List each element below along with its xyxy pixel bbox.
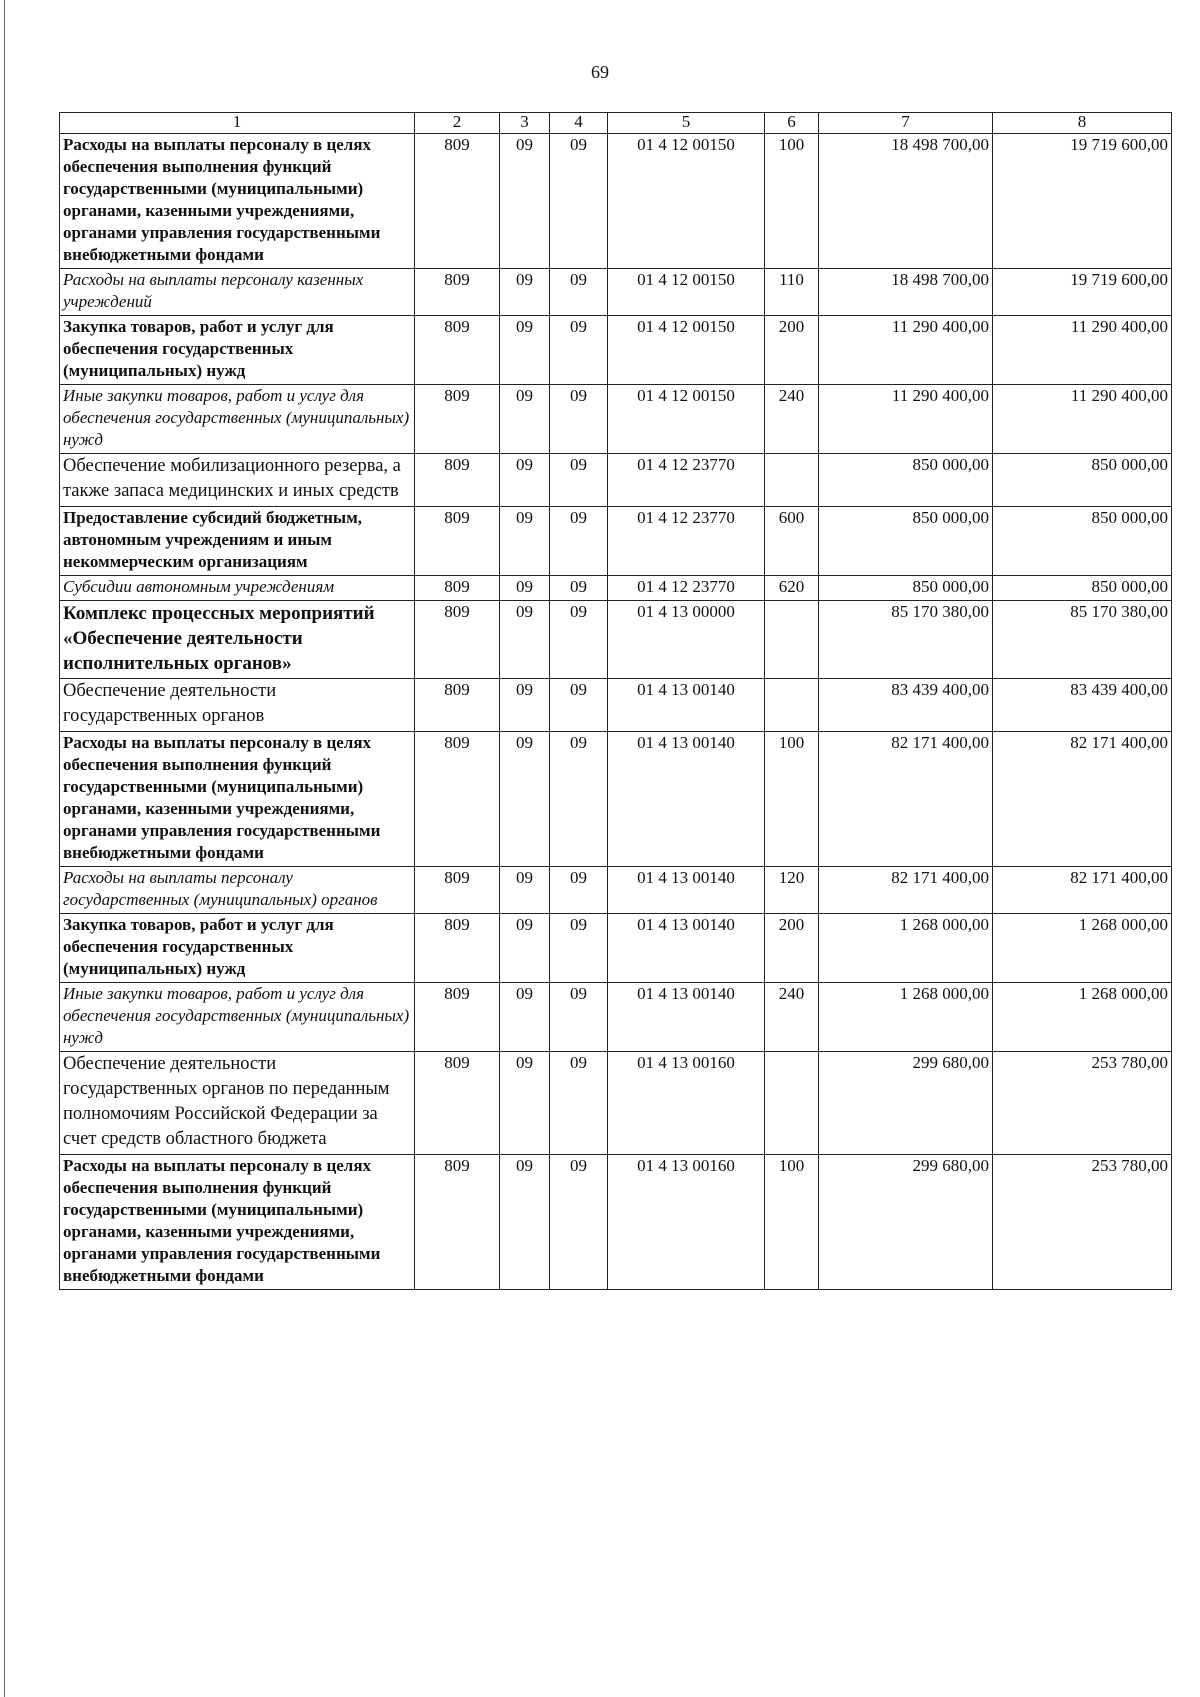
row-expense-type: 100 [765,134,819,269]
row-subsection-code: 09 [550,576,608,601]
row-amount-year-2: 850 000,00 [993,454,1172,507]
table-row [60,679,1172,732]
row-subsection-code: 09 [550,134,608,269]
row-expense-type: 100 [765,1155,819,1290]
row-subsection-code: 09 [550,1155,608,1290]
row-target-article: 01 4 12 00150 [608,316,765,385]
row-subsection-code: 09 [550,983,608,1052]
table-row [60,601,1172,679]
row-amount-year-2: 85 170 380,00 [993,601,1172,679]
column-header-4: 4 [550,113,608,134]
row-target-article: 01 4 13 00140 [608,983,765,1052]
row-subsection-code: 09 [550,914,608,983]
row-amount-year-2: 82 171 400,00 [993,732,1172,867]
table-row [60,867,1172,914]
row-name: Иные закупки товаров, работ и услуг для обеспечения государственных (муниципальных) нужд [60,983,415,1052]
row-amount-year-2: 1 268 000,00 [993,914,1172,983]
row-section-code: 09 [500,454,550,507]
row-section-code: 09 [500,983,550,1052]
table-row [60,914,1172,983]
row-amount-year-2: 19 719 600,00 [993,269,1172,316]
row-amount-year-1: 11 290 400,00 [819,316,993,385]
column-header-1: 1 [60,113,415,134]
row-amount-year-2: 11 290 400,00 [993,316,1172,385]
table-row [60,134,1172,269]
row-amount-year-1: 850 000,00 [819,454,993,507]
row-target-article: 01 4 13 00140 [608,914,765,983]
table-row [60,732,1172,867]
row-subsection-code: 09 [550,385,608,454]
row-name: Расходы на выплаты персоналу в целях обеспечения выполнения функций государственными (муниципальными) органами, казенными учреждениями, органами управления государственными внебюджетными фондами [60,1155,415,1290]
row-ministry-code: 809 [415,732,500,867]
row-ministry-code: 809 [415,983,500,1052]
row-amount-year-1: 1 268 000,00 [819,983,993,1052]
row-name: Обеспечение мобилизационного резерва, а также запаса медицинских и иных средств [60,454,415,507]
budget-table [59,112,1172,1290]
row-expense-type: 600 [765,507,819,576]
row-ministry-code: 809 [415,385,500,454]
row-ministry-code: 809 [415,576,500,601]
row-amount-year-2: 850 000,00 [993,576,1172,601]
row-name: Расходы на выплаты персоналу в целях обеспечения выполнения функций государственными (муниципальными) органами, казенными учреждениями, органами управления государственными внебюджетными фондами [60,732,415,867]
row-amount-year-2: 19 719 600,00 [993,134,1172,269]
row-section-code: 09 [500,507,550,576]
row-section-code: 09 [500,1052,550,1155]
table-row [60,316,1172,385]
row-section-code: 09 [500,269,550,316]
row-target-article: 01 4 12 00150 [608,269,765,316]
column-header-7: 7 [819,113,993,134]
row-subsection-code: 09 [550,1052,608,1155]
row-subsection-code: 09 [550,867,608,914]
row-expense-type: 240 [765,983,819,1052]
row-amount-year-1: 1 268 000,00 [819,914,993,983]
row-target-article: 01 4 13 00000 [608,601,765,679]
row-section-code: 09 [500,601,550,679]
row-section-code: 09 [500,1155,550,1290]
table-row [60,454,1172,507]
row-section-code: 09 [500,316,550,385]
row-name: Расходы на выплаты персоналу казенных учреждений [60,269,415,316]
row-section-code: 09 [500,679,550,732]
column-header-8: 8 [993,113,1172,134]
row-amount-year-1: 83 439 400,00 [819,679,993,732]
row-ministry-code: 809 [415,454,500,507]
table-header [60,113,1172,134]
row-amount-year-2: 82 171 400,00 [993,867,1172,914]
row-amount-year-2: 1 268 000,00 [993,983,1172,1052]
row-amount-year-1: 18 498 700,00 [819,269,993,316]
row-subsection-code: 09 [550,507,608,576]
row-amount-year-1: 11 290 400,00 [819,385,993,454]
row-amount-year-1: 18 498 700,00 [819,134,993,269]
row-expense-type: 240 [765,385,819,454]
row-amount-year-1: 82 171 400,00 [819,732,993,867]
row-amount-year-1: 299 680,00 [819,1155,993,1290]
row-amount-year-1: 850 000,00 [819,576,993,601]
table-row [60,507,1172,576]
row-target-article: 01 4 13 00160 [608,1052,765,1155]
row-section-code: 09 [500,867,550,914]
column-header-6: 6 [765,113,819,134]
row-ministry-code: 809 [415,601,500,679]
page-number: 69 [591,62,609,82]
row-amount-year-2: 850 000,00 [993,507,1172,576]
row-amount-year-2: 11 290 400,00 [993,385,1172,454]
row-name: Расходы на выплаты персоналу в целях обеспечения выполнения функций государственными (муниципальными) органами, казенными учреждениями, органами управления государственными внебюджетными фондами [60,134,415,269]
row-name: Расходы на выплаты персоналу государственных (муниципальных) органов [60,867,415,914]
row-subsection-code: 09 [550,269,608,316]
row-section-code: 09 [500,732,550,867]
row-expense-type: 110 [765,269,819,316]
row-name: Субсидии автономным учреждениям [60,576,415,601]
table-row [60,385,1172,454]
row-target-article: 01 4 13 00140 [608,732,765,867]
row-amount-year-2: 83 439 400,00 [993,679,1172,732]
table-row [60,269,1172,316]
row-name: Закупка товаров, работ и услуг для обеспечения государственных (муниципальных) нужд [60,316,415,385]
row-name: Иные закупки товаров, работ и услуг для обеспечения государственных (муниципальных) нужд [60,385,415,454]
row-expense-type [765,1052,819,1155]
row-amount-year-1: 299 680,00 [819,1052,993,1155]
row-amount-year-2: 253 780,00 [993,1052,1172,1155]
table-row [60,1155,1172,1290]
row-target-article: 01 4 13 00160 [608,1155,765,1290]
row-ministry-code: 809 [415,914,500,983]
row-name: Закупка товаров, работ и услуг для обеспечения государственных (муниципальных) нужд [60,914,415,983]
row-ministry-code: 809 [415,134,500,269]
row-ministry-code: 809 [415,1052,500,1155]
row-name: Предоставление субсидий бюджетным, автономным учреждениям и иным некоммерческим организациям [60,507,415,576]
column-header-3: 3 [500,113,550,134]
row-ministry-code: 809 [415,316,500,385]
row-section-code: 09 [500,576,550,601]
row-amount-year-1: 82 171 400,00 [819,867,993,914]
row-subsection-code: 09 [550,601,608,679]
row-subsection-code: 09 [550,732,608,867]
table-row [60,576,1172,601]
row-ministry-code: 809 [415,269,500,316]
row-ministry-code: 809 [415,507,500,576]
row-target-article: 01 4 13 00140 [608,867,765,914]
column-header-5: 5 [608,113,765,134]
row-expense-type: 620 [765,576,819,601]
table-row [60,1052,1172,1155]
scan-edge-line [4,0,5,1697]
row-expense-type: 200 [765,914,819,983]
row-target-article: 01 4 13 00140 [608,679,765,732]
row-amount-year-1: 85 170 380,00 [819,601,993,679]
row-name: Обеспечение деятельности государственных органов по переданным полномочиям Российской Федерации за счет средств областного бюджета [60,1052,415,1155]
row-expense-type [765,454,819,507]
row-target-article: 01 4 12 00150 [608,385,765,454]
row-section-code: 09 [500,134,550,269]
row-section-code: 09 [500,385,550,454]
row-name: Обеспечение деятельности государственных органов [60,679,415,732]
row-expense-type: 100 [765,732,819,867]
row-target-article: 01 4 12 23770 [608,576,765,601]
table-body [60,134,1172,1290]
column-header-2: 2 [415,113,500,134]
row-ministry-code: 809 [415,1155,500,1290]
table-row [60,983,1172,1052]
row-amount-year-2: 253 780,00 [993,1155,1172,1290]
row-amount-year-1: 850 000,00 [819,507,993,576]
row-subsection-code: 09 [550,679,608,732]
row-ministry-code: 809 [415,867,500,914]
row-expense-type: 120 [765,867,819,914]
row-expense-type: 200 [765,316,819,385]
row-subsection-code: 09 [550,454,608,507]
row-expense-type [765,679,819,732]
column-number-row [60,113,1172,134]
row-section-code: 09 [500,914,550,983]
row-target-article: 01 4 12 00150 [608,134,765,269]
row-expense-type [765,601,819,679]
row-target-article: 01 4 12 23770 [608,507,765,576]
row-subsection-code: 09 [550,316,608,385]
row-target-article: 01 4 12 23770 [608,454,765,507]
row-name: Комплекс процессных мероприятий «Обеспечение деятельности исполнительных органов» [60,601,415,679]
row-ministry-code: 809 [415,679,500,732]
